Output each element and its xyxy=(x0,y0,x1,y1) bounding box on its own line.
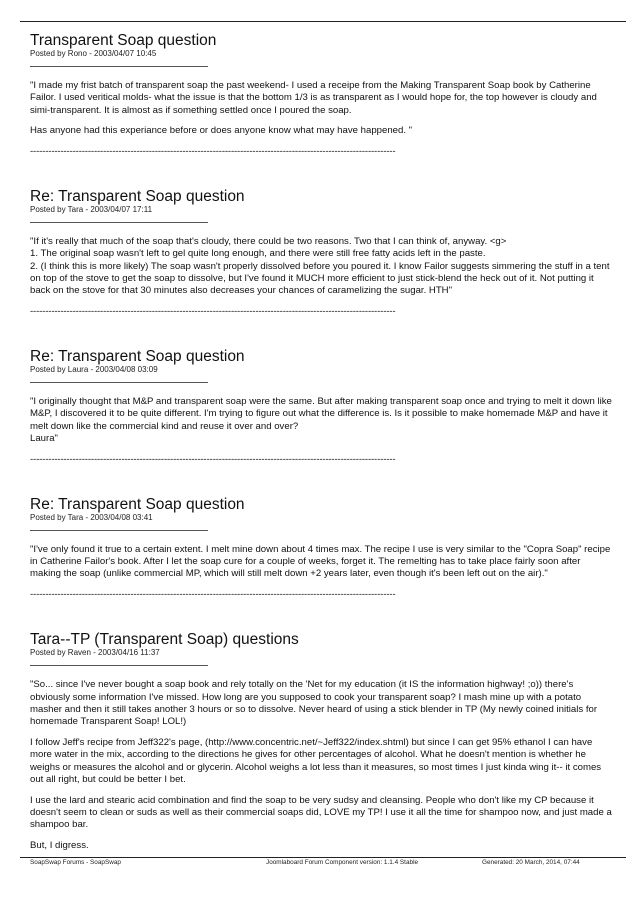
footer-generated-date: Generated: 20 March, 2014, 07:44 xyxy=(482,859,580,866)
post-meta: Posted by Tara - 2003/04/08 03:41 xyxy=(30,512,153,522)
forum-post xyxy=(30,496,612,601)
post-separator: ------------------------------------------------------------------------------------------------------------------------ xyxy=(30,146,396,158)
post-meta: Posted by Raven - 2003/04/16 11:37 xyxy=(30,648,160,658)
post-header-rule xyxy=(30,665,208,666)
post-header-rule xyxy=(30,222,208,223)
post-paragraph: Has anyone had this experiance before or does anyone know what may have happened. " xyxy=(30,125,413,137)
post-title: Re: Transparent Soap question xyxy=(30,348,245,366)
post-title: Re: Transparent Soap question xyxy=(30,495,245,513)
forum-post xyxy=(30,631,612,852)
page-bottom-rule xyxy=(20,857,626,858)
post-separator: ------------------------------------------------------------------------------------------------------------------------ xyxy=(30,306,396,318)
post-header-rule xyxy=(30,382,208,383)
footer-component-version: Joomlaboard Forum Component version: 1.1.4 Stable xyxy=(266,859,419,866)
post-paragraph: "So... since I've never bought a soap book and rely totally on the 'Net for my education (it IS the information highway! ;o)) there's obviously some information I've missed. How long are you supposed to cook your transparent soap? I mash mine up with a potato masher and then it still takes another 3 hours or so to dissolve. Never heard of using a stick blender in TP (My newly coined initials for homemade Transparent Soap! LOL!) xyxy=(30,679,598,728)
post-paragraph: I follow Jeff's recipe from Jeff322's page, (http://www.concentric.net/~Jeff322/index.shtml) but since I can get 95% ethanol I can have more water in the mix, according to the directions he gives for other percentages of alcohol. What he doesn't mention is whether he weighs or measures the alcohol and or glycerin. Alcohol weighs a lot less than it measures, so most times I just kinda wing it-- it comes out all right, but could be better I bet. xyxy=(30,736,602,785)
post-header-rule xyxy=(30,530,208,531)
page-top-rule xyxy=(20,21,626,22)
post-title: Re: Transparent Soap question xyxy=(30,188,245,206)
post-meta: Posted by Rono - 2003/04/07 10:45 xyxy=(30,49,157,58)
footer-site-name: SoapSwap Forums - SoapSwap xyxy=(30,859,121,866)
post-header-rule xyxy=(30,66,208,67)
post-paragraph: But, I digress. xyxy=(30,840,89,852)
forum-post xyxy=(30,188,612,318)
post-meta: Posted by Tara - 2003/04/07 17:11 xyxy=(30,205,153,215)
post-meta: Posted by Laura - 2003/04/08 03:09 xyxy=(30,365,158,375)
forum-thread xyxy=(30,32,612,852)
forum-post xyxy=(30,348,612,466)
post-paragraph: "I made my frist batch of transparent soap the past weekend- I used a receipe from the Making Transparent Soap book by Catherine Failor. I used veritical molds- what the issue is that the bottom 1/3 is as transparent as I would hope for, the top however is cloudy and simi-transparent. It is almost as if something settled once I poured the soap. xyxy=(30,80,597,116)
post-paragraph: "I originally thought that M&P and transparent soap were the same. But after making transparent soap once and trying to melt it down like M&P, I discovered it to be quite different. I'm trying to figure out what the difference is. Is it possible to make homemade M&P and have it melt down like the commercial kind and reuse it over and over? Laura" xyxy=(30,396,612,445)
post-title: Transparent Soap question xyxy=(30,32,217,49)
post-paragraph: "I've only found it true to a certain extent. I melt mine down about 4 times max. The recipe I use is very similar to the "Copra Soap" recipe in Catherine Failor's book. After I let the soap cure for a couple of weeks, forget it. The remelting has to take place fairly soon after making the soap (unlike commercial MP, which will still melt down +2 years later, even though it's been left out on the air)." xyxy=(30,543,611,580)
post-separator: ------------------------------------------------------------------------------------------------------------------------ xyxy=(30,453,396,465)
post-separator: ------------------------------------------------------------------------------------------------------------------------ xyxy=(30,589,396,601)
forum-post xyxy=(30,32,612,158)
post-title: Tara--TP (Transparent Soap) questions xyxy=(30,631,299,649)
post-paragraph: "If it's really that much of the soap that's cloudy, there could be two reasons. Two that I can think of, anyway. <g> 1. The original soap wasn't left to gel quite long enough, and there were still free fatty acids left in the paste. 2. (I think this is more likely) The soap wasn't properly dissolved before you poured it. I know Failor suggests simmering the stuff in a tent on top of the stove to get the soap to dissolve, but I've found it MUCH more efficient to just stick-blend the heck out of it. Not putting it back on the stove for that 30 minutes also decreases your chances of caramelizing the sugar. HTH" xyxy=(30,236,610,297)
post-paragraph: I use the lard and stearic acid combination and find the soap to be very sudsy and cleansing. People who don't like my CP because it doesn't seem to clean or suds as well as their commercial soaps did, LOVE my TP! I use it all the time for shampoo now, and just made a shampoo bar. xyxy=(30,794,612,831)
